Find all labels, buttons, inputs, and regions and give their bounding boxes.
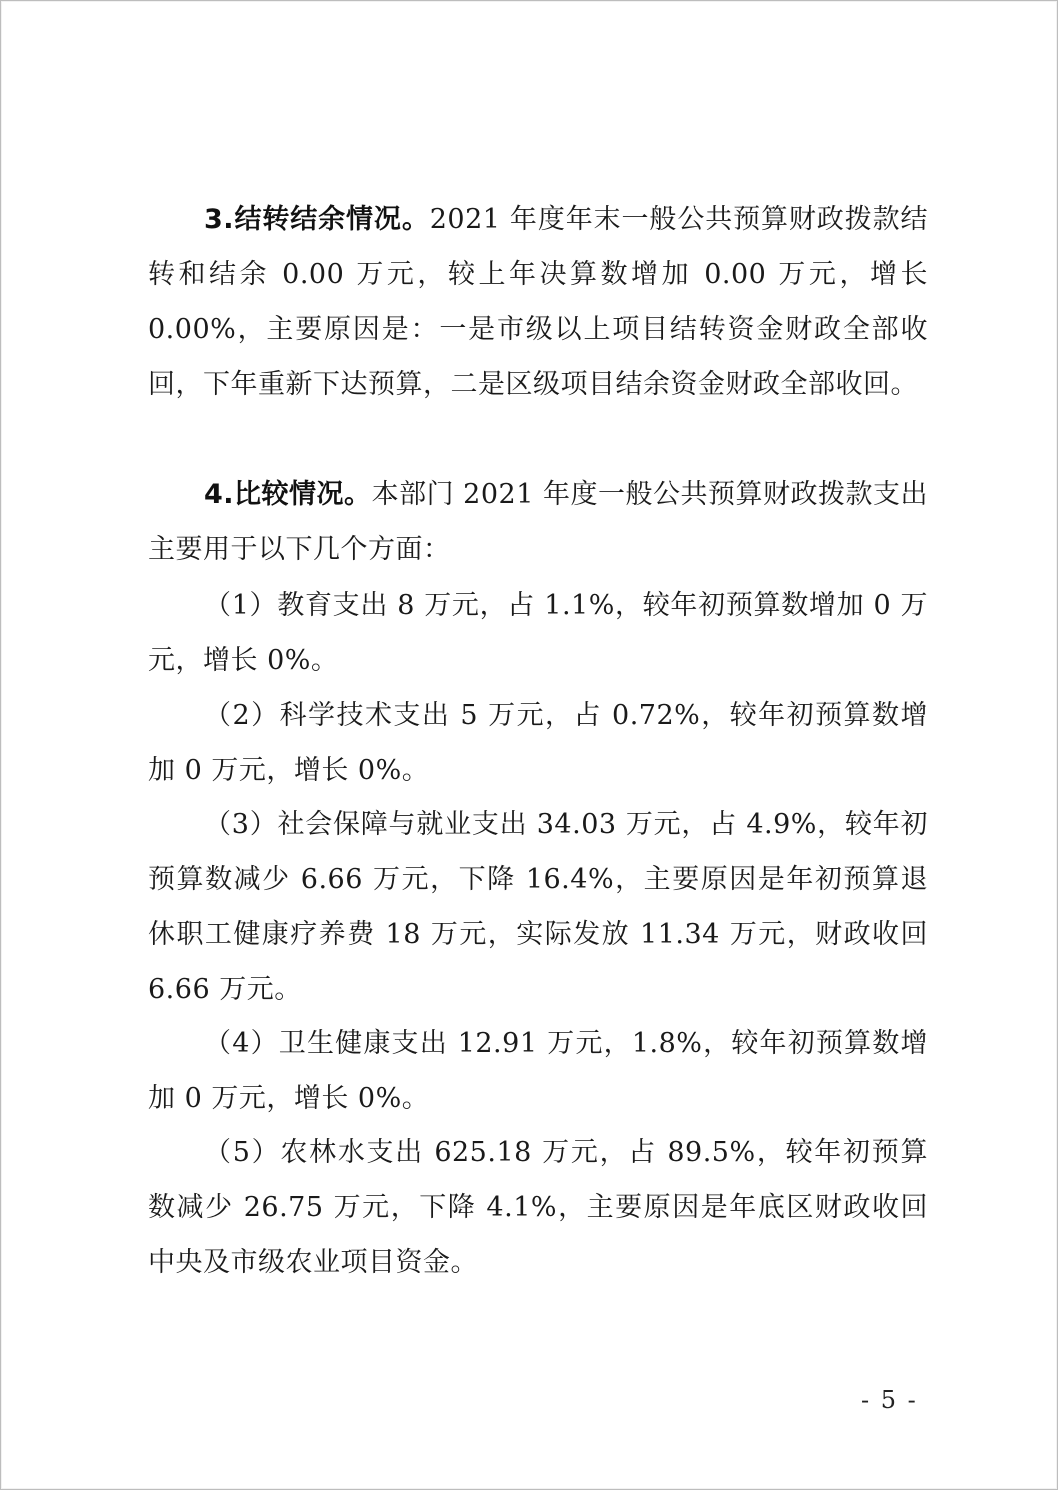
list-item-science-technology: （2）科学技术支出 5 万元，占 0.72%，较年初预算数增加 0 万元，增长 0%。	[148, 700, 928, 786]
section-body-comparison: 本部门 2021 年度一般公共预算财政拨款支出主要用于以下几个方面：	[148, 479, 928, 565]
page-number: - 5 -	[861, 1386, 918, 1414]
list-item-education: （1）教育支出 8 万元，占 1.1%，较年初预算数增加 0 万元，增长 0%。	[148, 590, 928, 676]
list-item-social-security: （3）社会保障与就业支出 34.03 万元，占 4.9%，较年初预算数减少 6.66 万元，下降 16.4%，主要原因是年初预算退休职工健康疗养费 18 万元，实际发放 11.34 万元，财政收回 6.66 万元。	[148, 809, 928, 1005]
section-body-carryover: 2021 年度年末一般公共预算财政拨款结转和结余 0.00 万元，较上年决算数增加 0.00 万元，增长 0.00%，主要原因是：一是市级以上项目结转资金财政全部收回，下年重新下达预算，二是区级项目结余资金财政全部收回。	[148, 204, 929, 400]
section-heading-comparison: 4.比较情况。	[204, 479, 372, 510]
section-carryover-balance	[148, 192, 928, 412]
list-item-health: （4）卫生健康支出 12.91 万元，1.8%，较年初预算数增加 0 万元，增长 0%。	[148, 1028, 928, 1114]
section-heading-carryover: 3.结转结余情况。	[204, 204, 430, 235]
list-item-agriculture: （5）农林水支出 625.18 万元，占 89.5%，较年初预算数减少 26.75 万元，下降 4.1%，主要原因是年底区财政收回中央及市级农业项目资金。	[148, 1137, 928, 1278]
section-comparison	[148, 467, 928, 577]
